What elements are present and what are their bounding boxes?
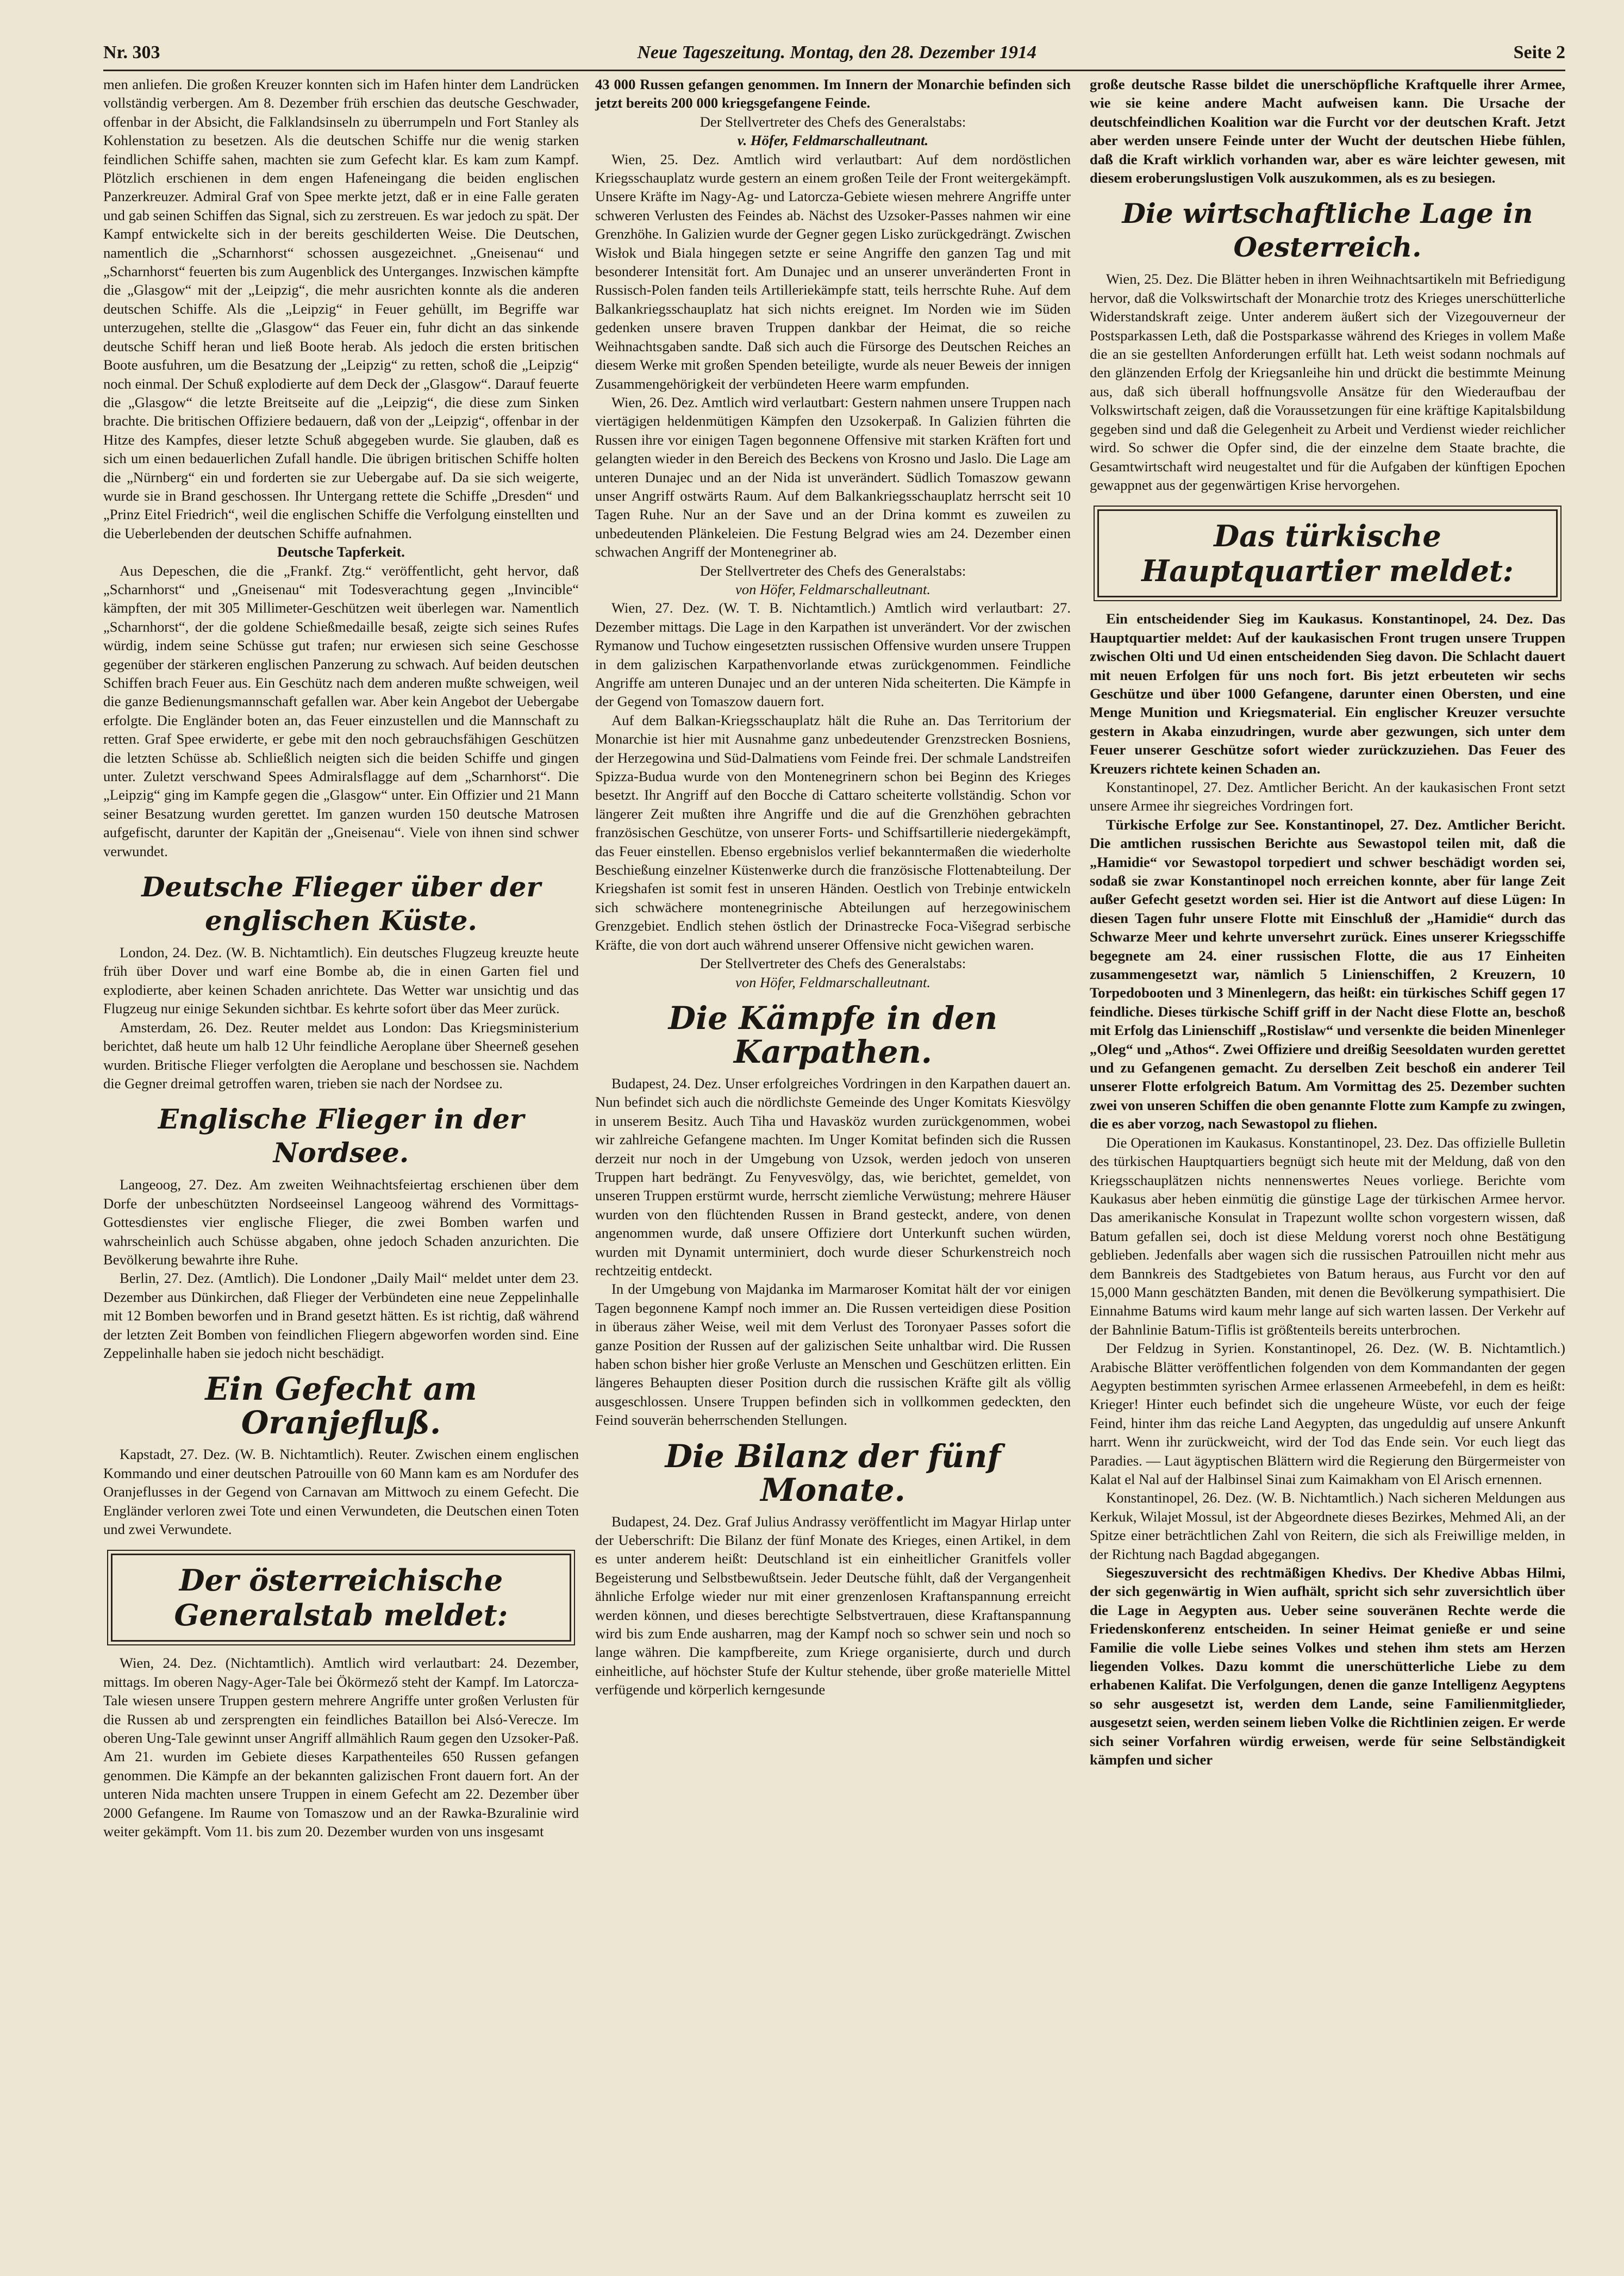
headline: Deutsche Flieger über der englischen Küste.	[141, 871, 541, 937]
article-text: Siegeszuversicht des rechtmäßigen Khedivs. Der Khedive Abbas Hilmi, der sich gegenwärtig in Wien aufhält, spricht sich sehr zuversichtlich über die Lage in Aegypten aus. Ueber seine souveränen Rechte werde die Friedenskonferenz entscheiden. In seiner Heimat genieße er und seine Familie die volle Liebe seines Volkes und stehen ihm stets am Herzen liegenden Volkes. Dazu kommt die unerschütterliche Liebe zu dem erhabenen Kalifat. Die Verfolgungen, denen die ganze Intelligenz Aegyptens so sehr ausgesetzt ist, werden dem Lande, seine Familienmitglieder, ausgesetzt seien, werden seinem lieben Volke die Richtlinien zeigen. Er werde sich seiner Vorfahren würdig erweisen, werde für seine Selbständigkeit kämpfen und sicher	[1090, 1564, 1565, 1768]
article-text: men anliefen. Die großen Kreuzer konnten sich im Hafen hinter dem Landrücken vollständig verbergen. Am 8. Dezember früh erschien das deutsche Geschwader, offenbar in der Absicht, die Falklandsinseln zu überrumpeln und Fort Stanley als Kohlenstation zu besetzen. Als die deutschen Schiffe nur die wenig starken feindlichen Schiffe sahen, machten sie zum Gefecht klar. Es kam zum Kampf. Plötzlich erschienen in dem engen Hafeneingang die beiden englischen Panzerkreuzer. Admiral Graf von Spee merkte jetzt, daß er in eine Falle geraten und gab seinen Schiffen das Signal, sich zu zerstreuen. Es war jedoch zu spät. Der Kampf entwickelte sich in der bereits geschilderten Weise. Die Deutschen, namentlich die „Scharnhorst“ schossen ausgezeichnet. „Gneisenau“ und „Scharnhorst“ feuerten bis zum Augenblick des Unterganges. Inzwischen kämpfte die „Glasgow“ mit der „Leipzig“, die mehr ausrichten konnte als die anderen deutschen Schiffe. Als die „Leipzig“ in Feuer gehüllt, im Begriffe war unterzugehen, stellte die „Glasgow“ das Feuer ein, fuhr dicht an das sinkende deutsche Schiff heran und ließ Boote herab. Als jedoch die ersten britischen Boote ausfuhren, um die Besatzung der „Leipzig“ zu retten, schoß die „Leipzig“ noch einmal. Der Schuß explodierte auf dem Deck der „Glasgow“. Darauf feuerte die „Glasgow“ die letzte Breitseite auf die „Leipzig“, die diese zum Sinken brachte. Die britischen Offiziere bedauern, daß von der „Leipzig“, offenbar in der Hitze des Kampfes, dieser letzte Schuß abgegeben wurde. Sie glauben, daß es sich um einen bedauerlichen Zufall handle. Die übrigen britischen Schiffe holten die „Nürnberg“ ein und forderten sie zur Uebergabe auf. Da sie sich weigerte, wurde sie in Brand geschossen. Ihr Untergang rettete die Schiffe „Dresden“ und „Prinz Eitel Friedrich“, weil die englischen Schiffe die Verfolgung einstellten und die Ueberlebenden der deutschen Schiffe aufnahmen.	[103, 76, 579, 541]
signature-line: Der Stellvertreter des Chefs des Generalstabs:	[699, 113, 966, 130]
signature-name: von Höfer, Feldmarschalleutnant.	[735, 974, 930, 990]
article-text: Wien, 26. Dez. Amtlich wird verlautbart: Gestern nahmen unsere Truppen nach viertägigen heldenmütigen Kämpfen den Uzsokerpaß. In Galizien führten die Russen ihre vor einigen Tagen begonnene Offensive mit starken Kräften fort und gelangten wieder in den Bereich des Beckens von Krosno und Jaslo. Die Lage am unteren Dunajec und an der Nida ist unverändert. Südlich Tomaszow gewann unser Angriff ostwärts Raum. Auf dem Balkankriegsschauplatz herrscht seit 10 Tagen Ruhe. Nur an der Save und an der Drina kommt es zuweilen zu unbedeutenden Plänkeleien. Die Festung Belgrad wies am 24. Dezember einen schwachen Angriff der Montenegriner ab.	[595, 394, 1071, 560]
headline: Englische Flieger in der Nordsee.	[158, 1103, 524, 1169]
article-text: Wien, 27. Dez. (W. T. B. Nichtamtlich.) Amtlich wird verlautbart: 27. Dezember mittags. Die Lage in den Karpathen ist unverändert. Vor der zwischen Rymanow und Tuchow eingesetzten russischen Offensive wurden unsere Truppen in dem galizischen Karpathenvorlande etwas zurückgenommen. Feindliche Angriffe am unteren Dunajec und an der unteren Nida scheiterten. Die Kämpfe in der Gegend von Tomaszow dauern fort.	[595, 600, 1071, 710]
issue-number: Nr. 303	[103, 42, 160, 63]
article-text: Wien, 25. Dez. Die Blätter heben in ihren Weihnachtsartikeln mit Befriedigung hervor, daß die Volkswirtschaft der Monarchie trotz des Krieges unerschütterliche Widerstandskraft zeige. Unter anderem äußert sich der Vizegouverneur der Postsparkassen Leth, daß die Postsparkasse während des Krieges in vollem Maße die an sie gestellten Anforderungen erfüllt hat. Leth weist sodann nochmals auf den glänzenden Erfolg der Kriegsanleihe hin und drückt die bestimmte Meinung aus, daß sich überall hoffnungsvolle Ansätze für den Wiederaufbau der Volkswirtschaft zeigen, daß die Voraussetzungen für eine kräftige Kapitalsbildung gegeben sind und daß die Gelegenheit zu Arbeit und Verdienst wieder reichlicher wird. So schwer die Opfer sind, die der einzelne dem Staate brachte, die Gesamtwirtschaft wird neugestaltet und für die Aufgaben der künftigen Epochen gewappnet aus der gegenwärtigen Krise hervorgehen.	[1090, 271, 1565, 493]
page-number: Seite 2	[1513, 42, 1565, 63]
headline: Die Bilanz der fünf Monate.	[665, 1437, 1001, 1508]
signature-line: Der Stellvertreter des Chefs des Generalstabs:	[699, 955, 966, 972]
article-text: Aus Depeschen, die die „Frankf. Ztg.“ veröffentlicht, geht hervor, daß „Scharnhorst“ und „Gneisenau“ mit Todesverachtung gegen „Invincible“ kämpften, der mit 305 Millimeter-Geschützen weit überlegen war. Namentlich „Scharnhorst“, der die goldene Schießmedaille besaß, zeigte sich seines Rufes würdig, indem seine Schüsse gut trafen; nur erwiesen sich seine Geschosse gegenüber der stärkeren englischen Panzerung zu schwach. Auf beiden deutschen Schiffen brach Feuer aus. Ein Geschütz nach dem anderen mußte schweigen, weil die ganze Bedienungsmannschaft gefallen war. Aber kein Angebot der Uebergabe erfolgte. Die Engländer boten an, das Feuer einzustellen und die Mannschaft zu retten. Graf Spee erwiderte, er gebe mit den noch gebrauchsfähigen Geschützen die letzten Schüsse ab. Schließlich neigten sich die beiden Schiffe und gingen unter. Zuletzt verschwand Spees Admiralsflagge auf dem „Scharnhorst“. Die „Leipzig“ ging im Kampfe gegen die „Glasgow“ unter. Ein Offizier und 21 Mann seiner Besatzung wurden gerettet. Im ganzen wurden 150 deutsche Matrosen aufgefischt, darunter der Kapitän der „Gneisenau“. Viele von ihnen sind schwer verwundet.	[103, 562, 579, 859]
header-rule	[103, 70, 1565, 71]
headline: Die Kämpfe in den Karpathen.	[668, 999, 998, 1070]
article-text: Konstantinopel, 27. Dez. Amtlicher Bericht. An der kaukasischen Front setzt unsere Armee ihr siegreiches Vordringen fort.	[1090, 778, 1565, 814]
article-text: Auf dem Balkan-Kriegsschauplatz hält die Ruhe an. Das Territorium der Monarchie ist hier mit Ausnahme ganz unbedeutender Grenzstrecken Bosniens, der Herzegowina und Süd-Dalmatiens vom Feinde frei. Der schmale Landstreifen Spizza-Budua wurde von den Montenegrinern schon bei Beginn des Krieges besetzt. Ihr Angriff auf den Bocche di Cattaro scheiterte vollständig. Schon vor längerer Zeit mußten ihre Angriffe und die auf die Grenzhöhen gebrachten französischen Geschütze, von unserer Forts- und Schiffsartillerie niedergekämpft, das Feuer einstellen. Ebenso ergebnislos verlief bekanntermaßen die wiederholte Beschießung einzelner Küstenwerke durch die französische Flottenabteilung. Der Kriegshafen ist somit fest in unseren Händen. Oestlich von Trebinje entwickeln sich schwächere montenegrinische Abteilungen auf herzegowinischem Grenzgebiet. Endlich stehen östlich der Drinastrecke Foca-Višegrad serbische Kräfte, die von dort auch während unserer Offensive nicht gewichen waren.	[595, 712, 1071, 953]
column-2	[595, 75, 1071, 1699]
article-text: Langeoog, 27. Dez. Am zweiten Weihnachtsfeiertag erschienen über dem Dorfe der unbeschützten Nordseeinsel Langeoog während des Vormittags-Gottesdienstes vier englische Flieger, die zwei Bomben warfen und wahrscheinlich auch Schüsse abgaben, ohne jedoch Schaden anzurichten. Die Bevölkerung bewahrte ihre Ruhe.	[103, 1176, 579, 1268]
subheading: Deutsche Tapferkeit.	[277, 544, 405, 560]
headline: Das türkische Hauptquartier meldet:	[1141, 519, 1514, 589]
article-text: In der Umgebung von Majdanka im Marmaroser Komitat hält der vor einigen Tagen begonnene Kampf noch immer an. Die Russen verteidigen diese Position in überaus zäher Weise, weil mit dem Verlust des Toronyaer Passes sofort die ganze Position der Russen auf der galizischen Seite unhaltbar wird. Die Russen haben schon bisher hier große Verluste an Menschen und Geschützen erlitten. Ein längeres Behaupten dieser Position durch die russischen Kräfte gilt als völlig ausgeschlossen. Unsere Truppen befinden sich in vollkommen gedeckten, den Feind souverän beherrschenden Stellungen.	[595, 1281, 1071, 1429]
page-header	[103, 42, 1565, 66]
article-text: Die Operationen im Kaukasus. Konstantinopel, 23. Dez. Das offizielle Bulletin des türkischen Hauptquartiers begnügt sich heute mit der Meldung, daß von den Kriegsschauplätzen nichts nennenswertes Neues vorliege. Berichte vom Kaukasus aber heben einmütig die günstige Lage der türkischen Armee hervor. Das amerikanische Konsulat in Trapezunt wollte schon vorgestern wissen, daß Batum gefallen sei, doch ist diese Meldung vorerst noch ohne Bestätigung geblieben. Jedenfalls aber wagen sich die russischen Patrouillen nicht mehr aus dem Bannkreis des Stadtgebietes von Batum heraus, aus Furcht vor den auf 15,000 Mann geschätzten Banden, mit denen die Bevölkerung sympathisiert. Die Einnahme Batums wird kaum mehr lange auf sich warten lassen. Der Verkehr auf der Bahnlinie Batum-Tiflis ist größtenteils bereits unterbrochen.	[1090, 1134, 1565, 1338]
signature-name: von Höfer, Feldmarschalleutnant.	[735, 581, 930, 597]
column-1	[103, 75, 579, 1841]
article-text: 43 000 Russen gefangen genommen. Im Innern der Monarchie befinden sich jetzt bereits 200 000 kriegsgefangene Feinde.	[595, 76, 1071, 111]
article-text: Wien, 25. Dez. Amtlich wird verlautbart: Auf dem nordöstlichen Kriegsschauplatz wurde gestern an einem großen Teile der Front weitergekämpft. Unsere Kräfte im Nagy-Ag- und Latorcza-Gebiete wiesen mehrere Angriffe unter schweren Verlusten des Feindes ab. Nächst des Uzsoker-Passes nahmen wir eine Grenzhöhe. In Galizien wurde der Gegner gegen Lisko zurückgedrängt. Zwischen Wisłok und Biala hingegen setzte er seine Angriffe den ganzen Tag und mit besonderer Intensität fort. Am Dunajec und an unserer unveränderten Front in Russisch-Polen fanden teils Artilleriekämpfe statt, teils herrschte Ruhe. Auf dem Balkankriegsschauplatz hat sich nichts ereignet. Im Norden wie im Süden gedenken unsere braven Truppen dankbar der Heimat, die so reiche Weihnachtsgaben sandte. Daß sich auch die Fürsorge des Deutschen Reiches an diesem Werke mit großen Spenden beteiligte, wurde als neuer Beweis der innigen Zusammengehörigkeit der verbündeten Heere warm empfunden.	[595, 151, 1071, 392]
column-3	[1090, 75, 1565, 1769]
article-text: Türkische Erfolge zur See. Konstantinopel, 27. Dez. Amtlicher Bericht. Die amtlichen russischen Berichte aus Sewastopol teilen mit, daß die „Hamidie“ vor Sewastopol torpediert und schwer beschädigt worden sei, sodaß sie zwar Konstantinopel noch erreichen konnte, aber für lange Zeit außer Gefecht gesetzt worden sei. Hier ist die Antwort auf diese Lügen: In diesen Tagen fuhr unsere Flotte mit Einschluß der „Hamidie“ durch das Schwarze Meer und kehrte unversehrt zurück. Eines unserer Kriegsschiffe begegnete am 24. einer russischen Flotte, die aus 17 Einheiten zusammengesetzt war, nämlich 5 Linienschiffen, 2 Kreuzern, 10 Torpedobooten und 3 Minenlegern, das heißt: ein türkisches Schiff gegen 17 feindliche. Dieses türkische Schiff griff in der Nacht diese Flotte an, beschoß mit Erfolg das Linienschiff „Rostislaw“ und versenkte die beiden Minenleger „Oleg“ und „Athos“. Zwei Offiziere und dreißig Seesoldaten wurden gerettet und zu Gefangenen gemacht. Zu derselben Zeit beschoß ein anderer Teil unserer Flotte erfolgreich Batum. Am Vormittag des 25. Dezember suchten zwei von unseren Schiffen die oben genannte Flotte zum Kampfe zu zwingen, die es aber vorzog, nach Sewastopol zu fliehen.	[1090, 816, 1565, 1132]
article-text: Ein entscheidender Sieg im Kaukasus. Konstantinopel, 24. Dez. Das Hauptquartier meldet: Auf der kaukasischen Front trugen unsere Truppen zwischen Olti und Ud einen entscheidenden Sieg davon. Die Schlacht dauert mit neuen Erfolgen für uns noch fort. Bis jetzt erbeuteten wir sechs Geschütze und über 1000 Gefangene, darunter einen Obersten, und eine Menge Munition und Kriegsmaterial. Ein englischer Kreuzer versuchte gestern in Akaba einzudringen, wurde aber gezwungen, sich unter dem Feuer unserer Geschütze sofort wieder zurückzuziehen. Das Feuer des Kreuzers richtete keinen Schaden an.	[1090, 610, 1565, 777]
article-text: Budapest, 24. Dez. Graf Julius Andrassy veröffentlicht im Magyar Hirlap unter der Ueberschrift: Die Bilanz der fünf Monate des Krieges, einen Artikel, in dem es unter anderem heißt: Deutschland ist ein einheitlicher Granitfels voller Begeisterung und Selbstbewußtsein. Jeder Deutsche fühlt, daß der Vergangenheit ähnliche Erfolge wieder nur mit einer grenzenlosen Kraftanspannung erreicht werden können, und dieses berechtigte Selbstvertrauen, diese Kraftanspannung wird bis zum Ende ausharren, mag der Kampf noch so schwer sein und noch so lange währen. Die kampfbereite, zum Kriege organisierte, durch und durch einheitliche, auf höchster Stufe der Kultur stehende, über große materielle Mittel verfügende und körperlich kerngesunde	[595, 1513, 1071, 1698]
article-text: Der Feldzug in Syrien. Konstantinopel, 26. Dez. (W. B. Nichtamtlich.) Arabische Blätter veröffentlichen folgenden von dem Kommandanten der gegen Aegypten bestimmten syrischen Armee erlassenen Armeebefehl, in dem es heißt: Krieger! Hinter euch befindet sich die ungeheure Wüste, vor euch der feige Feind, hinter ihm das reiche Land Aegypten, das ungeduldig auf unsere Ankunft harrt. Wenn ihr zurückweicht, wird der Tod das Ende sein. Vor euch liegt das Paradies. — Laut ägyptischen Blättern wird die Regierung den Bürgermeister von Kalat el Nal auf der Halbinsel Sinai zum Kaimakham von El Arisch ernennen.	[1090, 1340, 1565, 1487]
headline: Die wirtschaftliche Lage in Oesterreich.	[1122, 197, 1533, 264]
article-text: große deutsche Rasse bildet die unerschöpfliche Kraftquelle ihrer Armee, wie sie keine andere Macht aufweisen kann. Die Ursache der deutschfeindlichen Koalition war die Furcht vor der deutschen Kraft. Jetzt aber werden unsere Feinde unter der Wucht der deutschen Hiebe fühlen, daß die Kraft wirklich vorhanden war, aber es wäre leichter gewesen, mit diesem eroberungslustigen Volk auszukommen, als es zu besiegen.	[1090, 76, 1565, 186]
article-text: Budapest, 24. Dez. Unser erfolgreiches Vordringen in den Karpathen dauert an. Nun befindet sich auch die nördlichste Gemeinde des Unger Komitats Kiesvölgy in unserem Besitz. Auch Tiha und Havasköz wurden zurückgenommen, wobei wir zahlreiche Gefangene machten. Im Unger Komitat befinden sich die Russen derzeit nur noch in der Umgebung von Uzsok, werden jedoch von unseren Truppen hart bedrängt. Zu Fenyvesvölgy, das, wie berichtet, gemeldet, von unseren Truppen erstürmt wurde, herrscht ziemliche Verwüstung; mehrere Häuser wurden von den flüchtenden Russen in Brand gesteckt, andere, von denen angenommen wurde, daß unsere Offiziere dort Unterkunft suchen würden, wurden mit Dynamit unterminiert, doch wurde dieser Schurkenstreich noch rechtzeitig entdeckt.	[595, 1075, 1071, 1279]
boxed-headline	[111, 1554, 571, 1642]
headline: Ein Gefecht am Oranjefluß.	[205, 1370, 477, 1442]
article-text: Berlin, 27. Dez. (Amtlich). Die Londoner „Daily Mail“ meldet unter dem 23. Dezember aus Dünkirchen, daß Flieger der Verbündeten eine neue Zeppelinhalle mit 12 Bomben beworfen und in Brand gesetzt hätten. Es ist richtig, daß während der letzten Zeit Bomben von feindlichen Fliegern abgeworfen worden sind. Eine Zeppelinhalle haben sie jedoch nicht beschädigt.	[103, 1270, 579, 1361]
signature-line: Der Stellvertreter des Chefs des Generalstabs:	[699, 562, 966, 579]
boxed-headline	[1097, 509, 1558, 597]
signature-name: v. Höfer, Feldmarschalleutnant.	[737, 132, 929, 149]
article-text: London, 24. Dez. (W. B. Nichtamtlich). Ein deutsches Flugzeug kreuzte heute früh über Dover und warf eine Bombe ab, die in einen Garten fiel und explodierte, aber keinen Schaden anrichtete. Das Wetter war unsichtig und das Flugzeug nur einige Sekunden sichtbar. Es kehrte sofort über das Meer zurück.	[103, 944, 579, 1017]
article-text: Amsterdam, 26. Dez. Reuter meldet aus London: Das Kriegsministerium berichtet, daß heute um halb 12 Uhr feindliche Aeroplane über Sheerneß gesehen wurden. Britische Flieger verfolgten die Aeroplane und beschossen sie. Nachdem die Gegner dreimal getroffen waren, trieben sie nach der Nordsee zu.	[103, 1019, 579, 1092]
article-text: Wien, 24. Dez. (Nichtamtlich). Amtlich wird verlautbart: 24. Dezember, mittags. Im oberen Nagy-Ager-Tale bei Ökörmező steht der Kampf. Im Latorcza-Tale wiesen unsere Truppen gestern mehrere Angriffe unter großen Verlusten für die Russen ab und zersprengten ein feindliches Bataillon bei Alsó-Verecze. Im oberen Ung-Tale gewinnt unser Angriff allmählich Raum gegen den Uzsoker-Paß. Am 21. wurden im Gebiete dieses Karpathenteiles 650 Russen gefangen genommen. Die Kämpfe an der bekannten galizischen Front dauern fort. An der unteren Nida machten unsere Truppen in einem Gefecht am 22. Dezember über 2000 Gefangene. Im Raume von Tomaszow und an der Rawka-Bzuralinie wird weiter gekämpft. Vom 11. bis zum 20. Dezember wurden von uns insgesamt	[103, 1655, 579, 1840]
masthead-date: Neue Tageszeitung. Montag, den 28. Dezember 1914	[637, 42, 1036, 63]
article-text: Kapstadt, 27. Dez. (W. B. Nichtamtlich). Reuter. Zwischen einem englischen Kommando und einer deutschen Patrouille von 60 Mann kam es am Nordufer des Oranjeflusses in der Gegend von Carnavan am Mittwoch zu einem Gefecht. Die Engländer verloren zwei Tote und einen Verwundeten, die Deutschen einen Toten und zwei Verwundete.	[103, 1446, 579, 1537]
article-text: Konstantinopel, 26. Dez. (W. B. Nichtamtlich.) Nach sicheren Meldungen aus Kerkuk, Wilajet Mossul, ist der Abgeordnete dieses Bezirkes, Mehmed Ali, an der Spitze einer beträchtlichen Zahl von Reitern, die sich als Freiwillige melden, in der Richtung nach Bagdad abgegangen.	[1090, 1489, 1565, 1562]
headline: Der österreichische Generalstab meldet:	[174, 1563, 508, 1633]
